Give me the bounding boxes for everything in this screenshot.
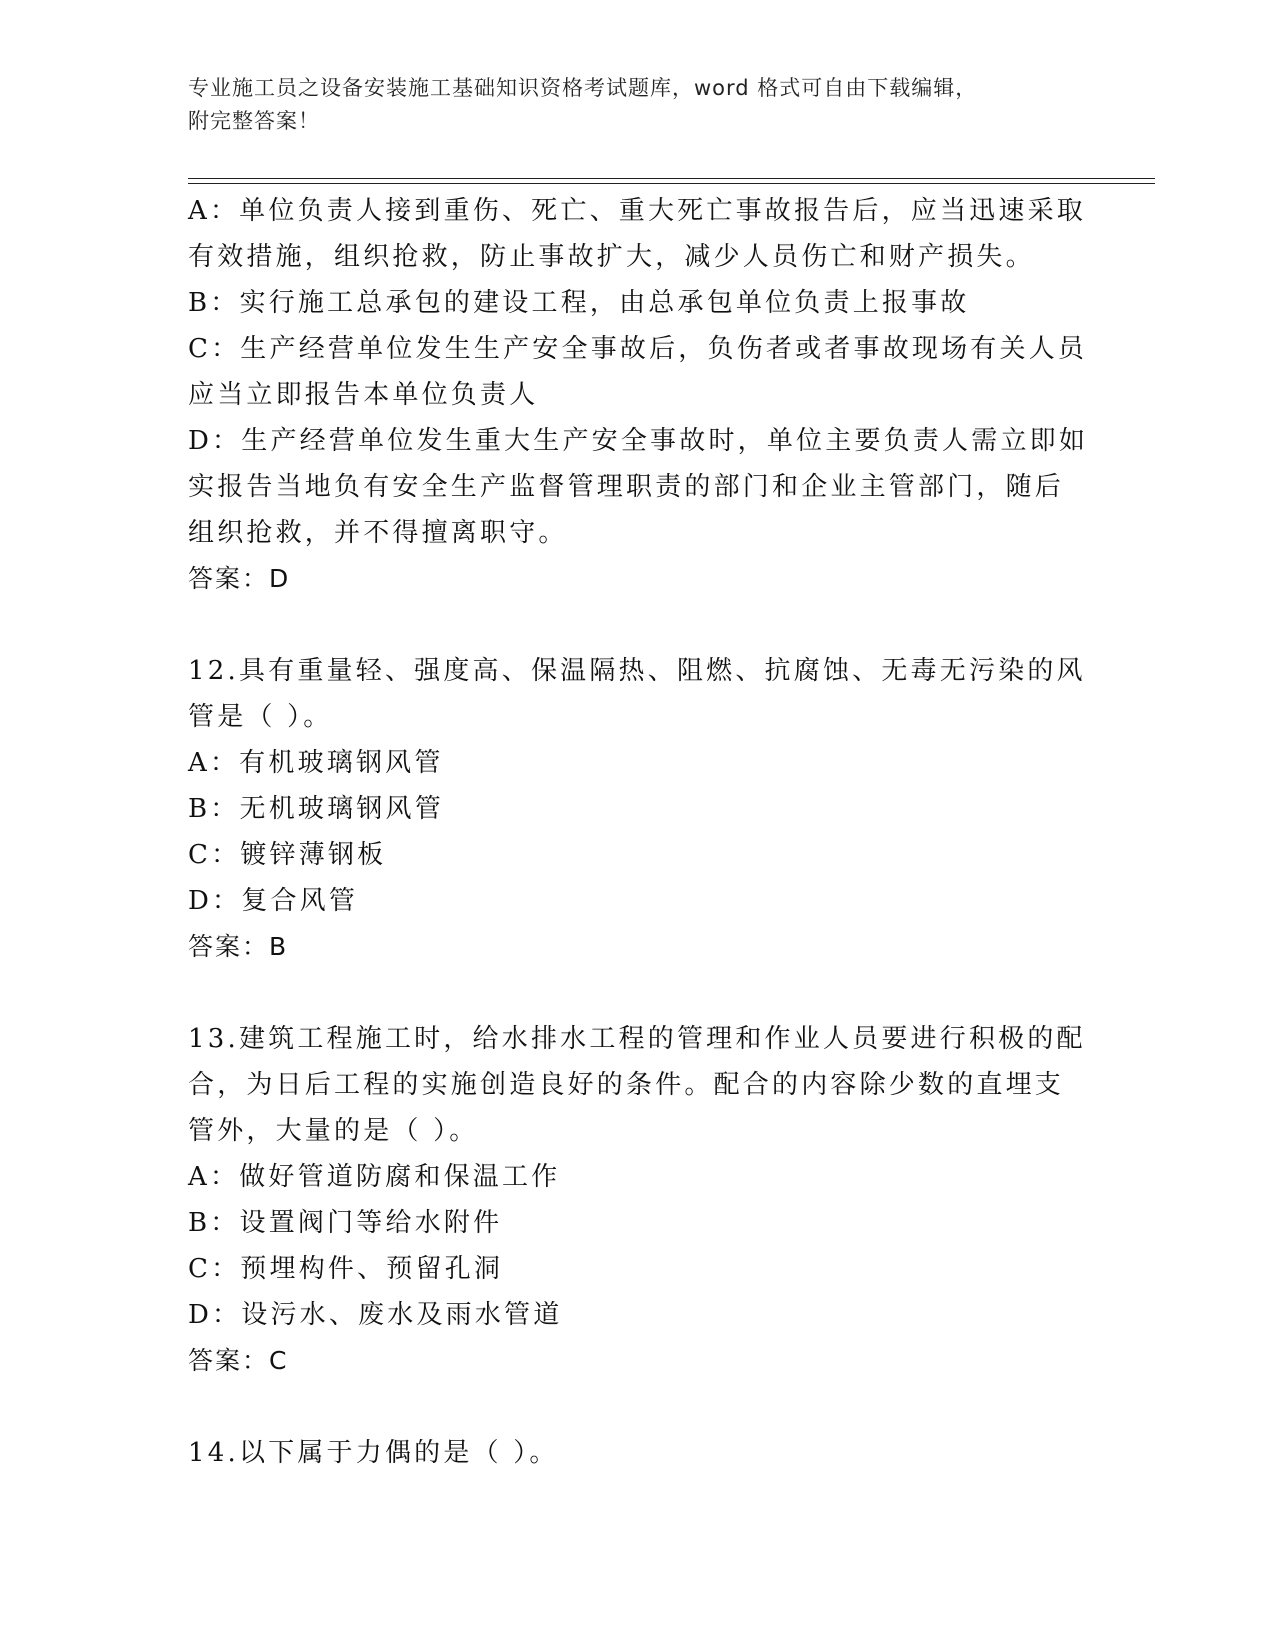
- spacer: [188, 602, 1078, 648]
- q11-option-d-line-1: D：生产经营单位发生重大生产安全事故时，单位主要负责人需立即如: [188, 426, 1089, 456]
- document-header: [188, 72, 1088, 138]
- q13-answer: 答案：C: [188, 1346, 289, 1375]
- q12-stem-line-1: 12.具有重量轻、强度高、保温隔热、阻燃、抗腐蚀、无毒无污染的风: [188, 656, 1086, 686]
- q12-option-c: C：镀锌薄钢板: [188, 840, 387, 870]
- question-14-block: [188, 1430, 1078, 1476]
- q13-stem-line-2: 合，为日后工程的实施创造良好的条件。配合的内容除少数的直埋支: [188, 1070, 1065, 1100]
- q11-option-b: B：实行施工总承包的建设工程，由总承包单位负责上报事故: [188, 288, 970, 318]
- q11-option-d-line-2: 实报告当地负有安全生产监督管理职责的部门和企业主管部门，随后: [188, 472, 1065, 502]
- spacer: [188, 1384, 1078, 1430]
- question-13-block: [188, 1016, 1086, 1384]
- header-divider-top: [188, 178, 1155, 179]
- q11-option-d-line-3: 组织抢救，并不得擅离职守。: [188, 518, 568, 548]
- q12-option-b: B：无机玻璃钢风管: [188, 794, 444, 824]
- q12-option-a: A：有机玻璃钢风管: [188, 748, 444, 778]
- q11-option-c-line-1: C：生产经营单位发生生产安全事故后，负伤者或者事故现场有关人员: [188, 334, 1088, 364]
- q13-stem-line-1: 13.建筑工程施工时，给水排水工程的管理和作业人员要进行积极的配: [188, 1024, 1086, 1054]
- header-divider-bottom: [188, 183, 1155, 184]
- q11-option-a-line-1: A：单位负责人接到重伤、死亡、重大死亡事故报告后，应当迅速采取: [188, 196, 1086, 226]
- q11-option-c-line-2: 应当立即报告本单位负责人: [188, 380, 539, 410]
- q14-stem-line-1: 14.以下属于力偶的是（ ）。: [188, 1438, 559, 1468]
- header-title-line: 专业施工员之设备安装施工基础知识资格考试题库，word 格式可自由下载编辑，: [188, 76, 978, 100]
- q12-option-d: D：复合风管: [188, 886, 359, 916]
- q13-option-c: C：预埋构件、预留孔洞: [188, 1254, 504, 1284]
- spacer: [188, 970, 1078, 1016]
- q13-option-d: D：设污水、废水及雨水管道: [188, 1300, 563, 1330]
- q13-stem-line-3: 管外，大量的是（ ）。: [188, 1116, 479, 1146]
- q12-stem-line-2: 管是（ ）。: [188, 702, 333, 732]
- q13-option-a: A：做好管道防腐和保温工作: [188, 1162, 561, 1192]
- header-subtitle-line: 附完整答案！: [188, 109, 320, 133]
- q11-option-a-line-2: 有效措施，组织抢救，防止事故扩大，减少人员伤亡和财产损失。: [188, 242, 1035, 272]
- document-body: [188, 188, 1089, 1476]
- question-12-block: [188, 648, 1086, 970]
- q11-answer: 答案：D: [188, 564, 291, 593]
- q12-answer: 答案：B: [188, 932, 289, 961]
- q13-option-b: B：设置阀门等给水附件: [188, 1208, 503, 1238]
- question-11-block: [188, 188, 1089, 602]
